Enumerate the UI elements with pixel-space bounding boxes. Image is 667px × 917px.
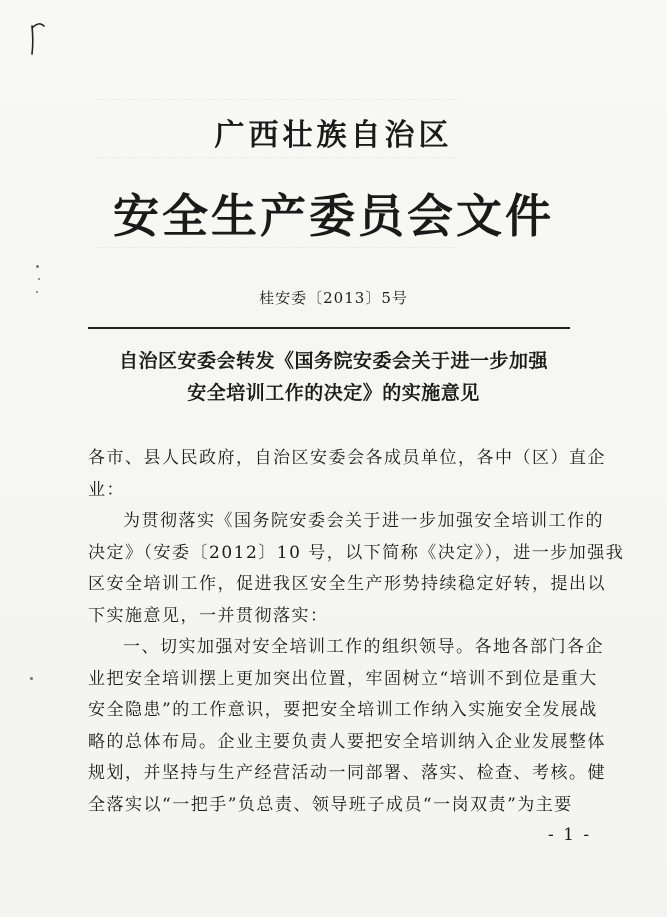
scan-speck: [36, 265, 39, 268]
bleed-through: ——————————————————————————: [95, 92, 459, 107]
body-line: 区安全培训工作，促进我区安全生产形势持续稳定好转，提出以: [88, 574, 606, 594]
scan-speck: [30, 677, 33, 680]
body-line: 业把安全培训摆上更加突出位置，牢固树立“培训不到位是重大: [88, 669, 598, 689]
body-line: 略的总体布局。企业主要负责人要把安全培训纳入企业发展整体: [88, 732, 606, 752]
body-line: 全落实以“一把手”负总责、领导班子成员“一岗双责”为主要: [88, 795, 573, 815]
document-number: 桂安委〔2013〕5号: [259, 289, 408, 307]
scan-speck: [38, 278, 40, 280]
page-number: - 1 -: [548, 825, 592, 845]
handwritten-mark: [28, 18, 48, 58]
body-line: 业：: [88, 480, 125, 500]
issuer-region: 广西壮族自治区: [214, 118, 453, 153]
notice-title-line-1: 自治区安委会转发《国务院安委会关于进一步加强: [118, 350, 548, 372]
document-header-title: 安全生产委员会文件: [113, 189, 554, 243]
body-line: 决定》（安委〔2012〕10 号，以下简称《决定》），进一步加强我: [88, 543, 625, 563]
body-line: 下实施意见，一并贯彻落实：: [88, 606, 329, 626]
body-line: 一、切实加强对安全培训工作的组织领导。各地各部门各企: [123, 637, 604, 657]
body-line: 安全隐患”的工作意识，要把安全培训工作纳入实施安全发展战: [88, 700, 598, 720]
body-line: 规划，并坚持与生产经营活动一同部署、落实、检查、考核。健: [88, 763, 606, 783]
body-line: 各市、县人民政府，自治区安委会各成员单位，各中（区）直企: [88, 448, 606, 468]
body-line: 为贯彻落实《国务院安委会关于进一步加强安全培训工作的: [123, 511, 604, 531]
notice-title-line-2: 安全培训工作的决定》的实施意见: [187, 382, 480, 404]
bleed-through: ——————————————————————————: [95, 240, 459, 255]
bleed-through: ——————————————————————————: [95, 150, 459, 165]
header-divider: [88, 327, 570, 329]
